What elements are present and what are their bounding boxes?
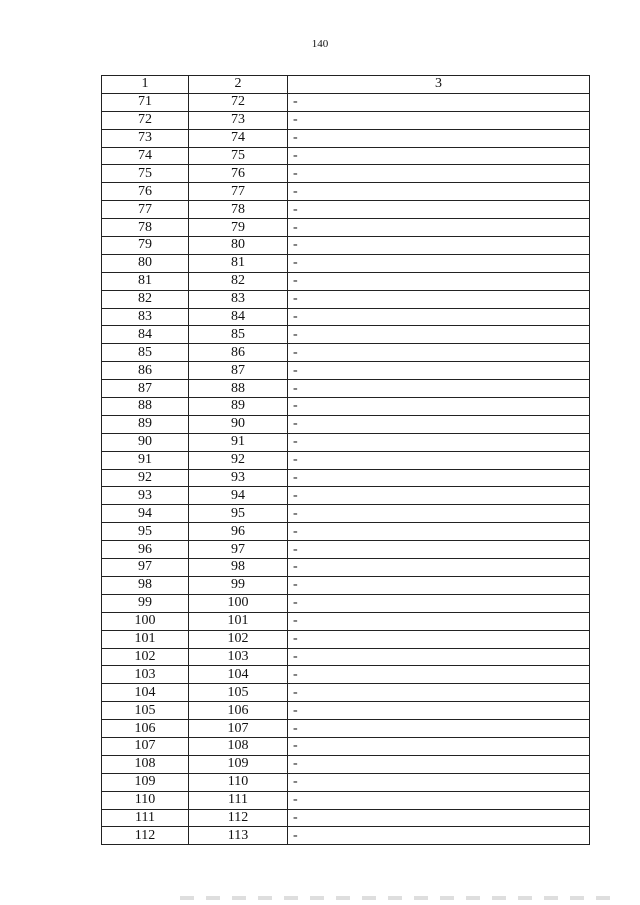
cell-col-3: - [288,827,590,845]
cell-col-2: 72 [189,93,288,111]
cell-col-3: - [288,737,590,755]
table-row [102,648,590,666]
table-row [102,183,590,201]
table-row [102,720,590,738]
cell-col-3: - [288,666,590,684]
table-row [102,594,590,612]
cell-col-1: 82 [102,290,189,308]
cell-col-1: 72 [102,111,189,129]
cell-col-3: - [288,612,590,630]
table-row [102,326,590,344]
cell-col-1: 86 [102,362,189,380]
table-row [102,612,590,630]
cell-col-3: - [288,791,590,809]
cell-col-1: 75 [102,165,189,183]
cell-col-3: - [288,308,590,326]
cell-col-3: - [288,523,590,541]
table-row [102,308,590,326]
cell-col-1: 103 [102,666,189,684]
table-row [102,469,590,487]
table-row [102,147,590,165]
cell-col-2: 104 [189,666,288,684]
cell-col-2: 100 [189,594,288,612]
cell-col-3: - [288,111,590,129]
cell-col-3: - [288,344,590,362]
cell-col-3: - [288,505,590,523]
cell-col-1: 109 [102,773,189,791]
cell-col-2: 83 [189,290,288,308]
cell-col-2: 96 [189,523,288,541]
table-row [102,684,590,702]
cell-col-1: 110 [102,791,189,809]
cell-col-2: 99 [189,576,288,594]
cell-col-2: 76 [189,165,288,183]
cell-col-2: 112 [189,809,288,827]
cell-col-1: 76 [102,183,189,201]
cell-col-3: - [288,201,590,219]
cell-col-3: - [288,362,590,380]
table-row [102,773,590,791]
cell-col-3: - [288,809,590,827]
table-header [102,76,590,94]
table-row [102,505,590,523]
cell-col-3: - [288,576,590,594]
column-header-1: 1 [102,76,189,94]
cell-col-2: 84 [189,308,288,326]
table-row [102,362,590,380]
table-row [102,129,590,147]
cell-col-1: 98 [102,576,189,594]
table-row [102,791,590,809]
cell-col-2: 109 [189,755,288,773]
cell-col-1: 106 [102,720,189,738]
table-row [102,380,590,398]
cell-col-2: 86 [189,344,288,362]
cell-col-2: 79 [189,219,288,237]
column-header-2: 2 [189,76,288,94]
cell-col-3: - [288,702,590,720]
cell-col-1: 77 [102,201,189,219]
cell-col-3: - [288,165,590,183]
cell-col-3: - [288,755,590,773]
cell-col-3: - [288,290,590,308]
cell-col-2: 111 [189,791,288,809]
table-row [102,415,590,433]
cell-col-2: 107 [189,720,288,738]
cell-col-2: 75 [189,147,288,165]
cell-col-2: 106 [189,702,288,720]
table-row [102,487,590,505]
cell-col-2: 94 [189,487,288,505]
cell-col-1: 93 [102,487,189,505]
cell-col-3: - [288,254,590,272]
cell-col-2: 103 [189,648,288,666]
cell-col-1: 87 [102,380,189,398]
cell-col-3: - [288,272,590,290]
table-row [102,630,590,648]
cell-col-3: - [288,684,590,702]
cell-col-1: 95 [102,523,189,541]
cell-col-3: - [288,398,590,416]
table-row [102,559,590,577]
cell-col-2: 73 [189,111,288,129]
cell-col-3: - [288,129,590,147]
cell-col-1: 96 [102,541,189,559]
cell-col-3: - [288,380,590,398]
cell-col-3: - [288,415,590,433]
cell-col-1: 112 [102,827,189,845]
table-row [102,737,590,755]
column-header-3: 3 [288,76,590,94]
cell-col-1: 108 [102,755,189,773]
cell-col-1: 74 [102,147,189,165]
cell-col-2: 81 [189,254,288,272]
cell-col-1: 94 [102,505,189,523]
cell-col-2: 92 [189,451,288,469]
cell-col-2: 89 [189,398,288,416]
table-row [102,272,590,290]
cell-col-3: - [288,594,590,612]
cell-col-3: - [288,469,590,487]
cell-col-2: 93 [189,469,288,487]
cell-col-2: 97 [189,541,288,559]
table-row [102,93,590,111]
table-row [102,755,590,773]
cell-col-3: - [288,487,590,505]
page-number: 140 [311,38,329,50]
cell-col-2: 90 [189,415,288,433]
cell-col-2: 82 [189,272,288,290]
cell-col-1: 78 [102,219,189,237]
cell-col-3: - [288,720,590,738]
cell-col-1: 84 [102,326,189,344]
header-row [102,76,590,94]
cell-col-2: 95 [189,505,288,523]
cell-col-1: 100 [102,612,189,630]
cell-col-1: 89 [102,415,189,433]
table-row [102,523,590,541]
table-row [102,433,590,451]
table-body [102,93,590,844]
cell-col-3: - [288,451,590,469]
table-row [102,702,590,720]
cell-col-2: 113 [189,827,288,845]
cell-col-1: 83 [102,308,189,326]
table-row [102,290,590,308]
cell-col-1: 91 [102,451,189,469]
cell-col-1: 81 [102,272,189,290]
cell-col-2: 85 [189,326,288,344]
cell-col-2: 98 [189,559,288,577]
table-row [102,827,590,845]
cell-col-2: 101 [189,612,288,630]
cell-col-1: 79 [102,237,189,255]
cell-col-3: - [288,630,590,648]
cell-col-1: 71 [102,93,189,111]
table-row [102,809,590,827]
table-row [102,451,590,469]
cell-col-1: 99 [102,594,189,612]
cell-col-3: - [288,541,590,559]
cell-col-3: - [288,559,590,577]
table-row [102,576,590,594]
data-table [101,75,590,845]
cell-col-3: - [288,326,590,344]
table-row [102,201,590,219]
cell-col-2: 77 [189,183,288,201]
cell-col-2: 87 [189,362,288,380]
cell-col-1: 90 [102,433,189,451]
cell-col-3: - [288,237,590,255]
table-row [102,237,590,255]
cell-col-1: 97 [102,559,189,577]
cell-col-1: 111 [102,809,189,827]
cell-col-2: 78 [189,201,288,219]
cell-col-2: 108 [189,737,288,755]
cell-col-3: - [288,773,590,791]
cell-col-3: - [288,219,590,237]
cell-col-2: 102 [189,630,288,648]
cell-col-1: 104 [102,684,189,702]
cell-col-3: - [288,147,590,165]
cell-col-1: 73 [102,129,189,147]
cell-col-2: 80 [189,237,288,255]
footer-scan-artifact [180,896,610,900]
table-row [102,254,590,272]
table-row [102,344,590,362]
cell-col-3: - [288,93,590,111]
table-row [102,111,590,129]
table-row [102,398,590,416]
cell-col-2: 105 [189,684,288,702]
cell-col-2: 91 [189,433,288,451]
cell-col-1: 92 [102,469,189,487]
cell-col-1: 88 [102,398,189,416]
cell-col-1: 107 [102,737,189,755]
cell-col-1: 102 [102,648,189,666]
table-row [102,666,590,684]
cell-col-2: 110 [189,773,288,791]
cell-col-3: - [288,648,590,666]
table-row [102,165,590,183]
cell-col-3: - [288,433,590,451]
cell-col-2: 88 [189,380,288,398]
cell-col-2: 74 [189,129,288,147]
cell-col-1: 101 [102,630,189,648]
cell-col-1: 105 [102,702,189,720]
cell-col-1: 80 [102,254,189,272]
table-row [102,219,590,237]
cell-col-3: - [288,183,590,201]
cell-col-1: 85 [102,344,189,362]
table-row [102,541,590,559]
